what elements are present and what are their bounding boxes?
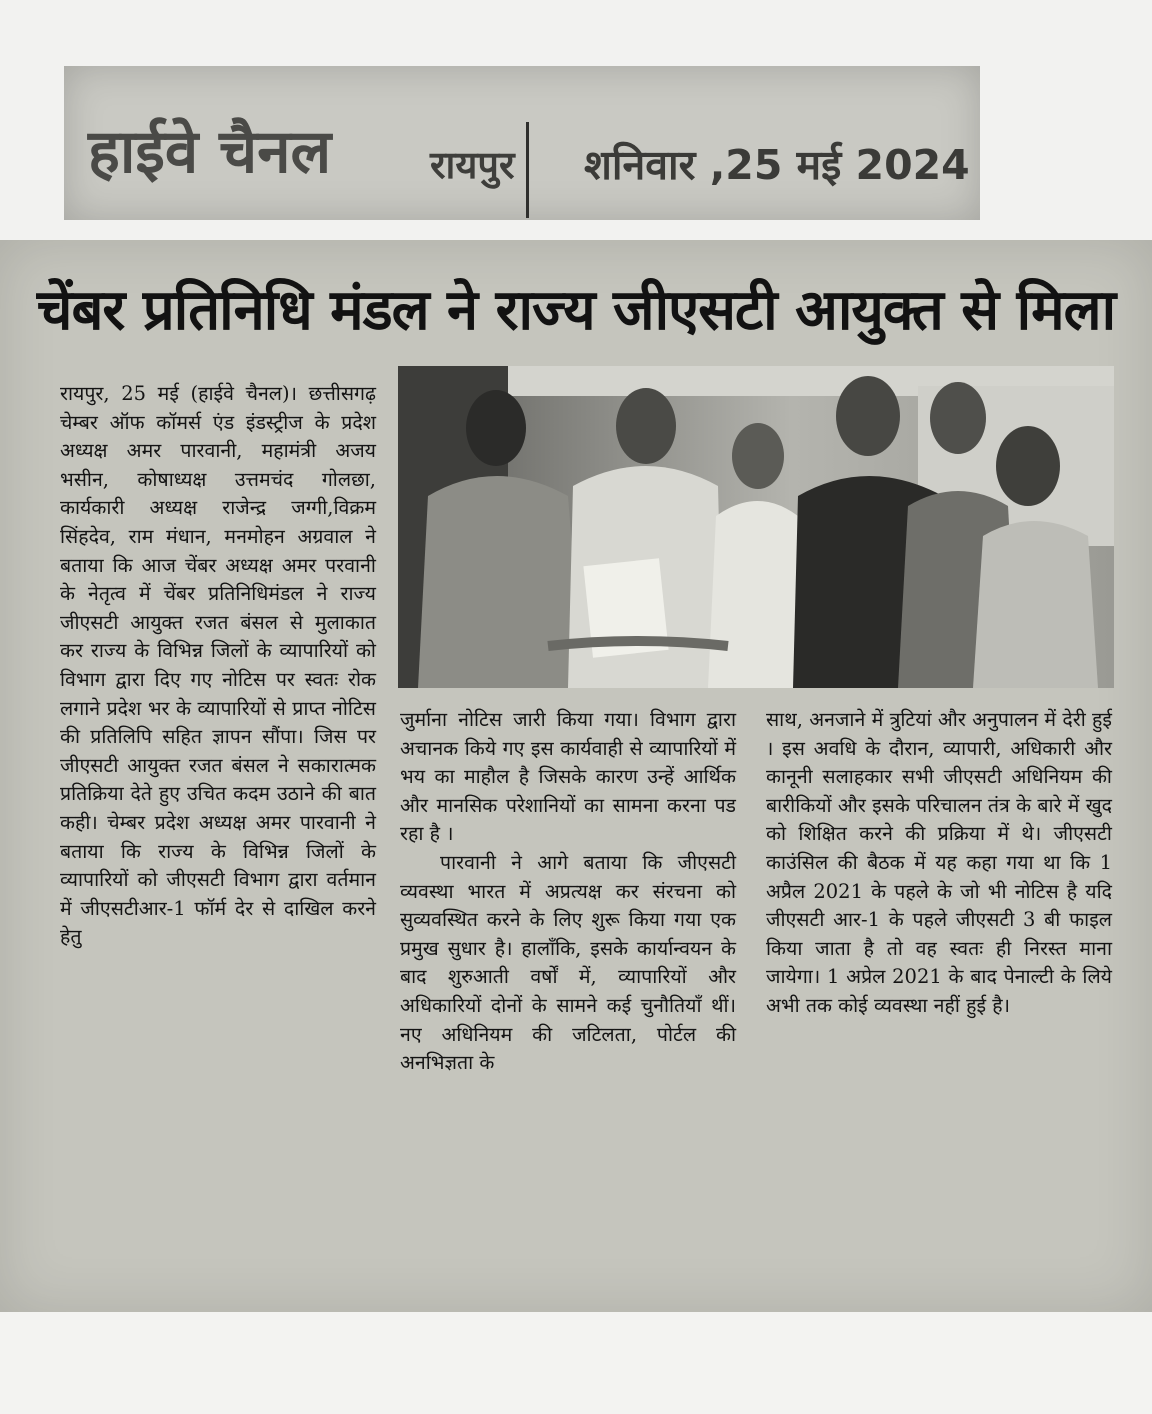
article-column-3-text: साथ, अनजाने में त्रुटियां और अनुपालन में देरी हुई । इस अवधि के दौरान, व्यापारी, अधिकारी और कानूनी सलाहकार सभी जीएसटी अधिनियम की बारीकियों और इसके परिचालन तंत्र के बारे में खुद को शिक्षित करने की प्रक्रिया में थे। जीएसटी काउंसिल की बैठक में यह कहा गया था कि 1 अप्रैल 2021 के पहले के जो भी नोटिस है यदि जीएसटी आर-1 के पहले जीएसटी 3 बी फाइल किया जाता है तो वह स्वतः ही निरस्त माना जायेगा। 1 अप्रेल 2021 के बाद पेनाल्टी के लिये अभी तक कोई व्यवस्था नहीं हुई है। <box>766 708 1112 1017</box>
article-column-1 <box>60 380 376 952</box>
article-column-2-para-1: जुर्माना नोटिस जारी किया गया। विभाग द्वारा अचानक किये गए इस कार्यवाही से व्यापारियों में भय का माहौल है जिसके कारण उन्हें आर्थिक और मानसिक परेशानियों का सामना करना पड रहा है । <box>400 708 736 846</box>
article-photo <box>398 366 1114 688</box>
masthead <box>64 66 980 220</box>
article-column-2-para-2: पारवानी ने आगे बताया कि जीएसटी व्यवस्था भारत में अप्रत्यक्ष कर संरचना को सुव्यवस्थित करने के लिए शुरू किया गया एक प्रमुख सुधार है। हालाँकि, इसके कार्यान्वयन के बाद शुरुआती वर्षों में, व्यापारियों और अधिकारियों दोनों के सामने कई चुनौतियाँ थीं। नए अधिनियम की जटिलता, पोर्टल की अनभिज्ञता के <box>400 850 736 1075</box>
masthead-city: रायपुर <box>430 143 515 187</box>
article-column-1-text: रायपुर, 25 मई (हाईवे चैनल)। छत्तीसगढ़ चेम्बर ऑफ कॉमर्स एंड इंडस्ट्रीज के प्रदेश अध्यक्ष अमर पारवानी, महामंत्री अजय भसीन, कोषाध्यक्ष उत्तमचंद गोलछा, कार्यकारी अध्यक्ष राजेन्द्र जग्गी,विक्रम सिंहदेव, राम मंधान, मनमोहन अग्रवाल ने बताया कि आज चेंबर अध्यक्ष अमर परवानी के नेतृत्व में चेंबर प्रतिनिधिमंडल ने राज्य जीएसटी आयुक्त रजत बंसल से मुलाकात कर राज्य के विभिन्न जिलों के व्यापारियों को विभाग द्वारा दिए गए नोटिस पर स्वतः रोक लगाने प्रदेश भर के व्यापारियों से प्राप्त नोटिस की प्रतिलिपि सहित ज्ञापन सौंपा। जिस पर जीएसटी आयुक्त रजत बंसल ने सकारात्मक प्रतिक्रिया देते हुए उचित कदम उठाने की बात कही। चेम्बर प्रदेश अध्यक्ष अमर पारवानी ने बताया कि राज्य के विभिन्न जिलों के व्यापारियों को जीएसटी विभाग द्वारा वर्तमान में जीएसटीआर-1 फॉर्म देर से दाखिल करने हेतु <box>60 382 376 949</box>
article-column-3 <box>766 706 1112 1021</box>
article-headline: चेंबर प्रतिनिधि मंडल ने राज्य जीएसटी आयुक्त से मिला <box>36 278 1116 343</box>
page-background-bottom <box>0 1312 1152 1414</box>
masthead-divider <box>526 122 529 218</box>
group-photo-image <box>398 366 1114 688</box>
paper-name: हाईवे चैनल <box>88 117 332 187</box>
news-clipping <box>0 240 1152 1312</box>
masthead-date: शनिवार ,25 मई 2024 <box>584 141 970 189</box>
article-column-2 <box>400 706 736 1078</box>
